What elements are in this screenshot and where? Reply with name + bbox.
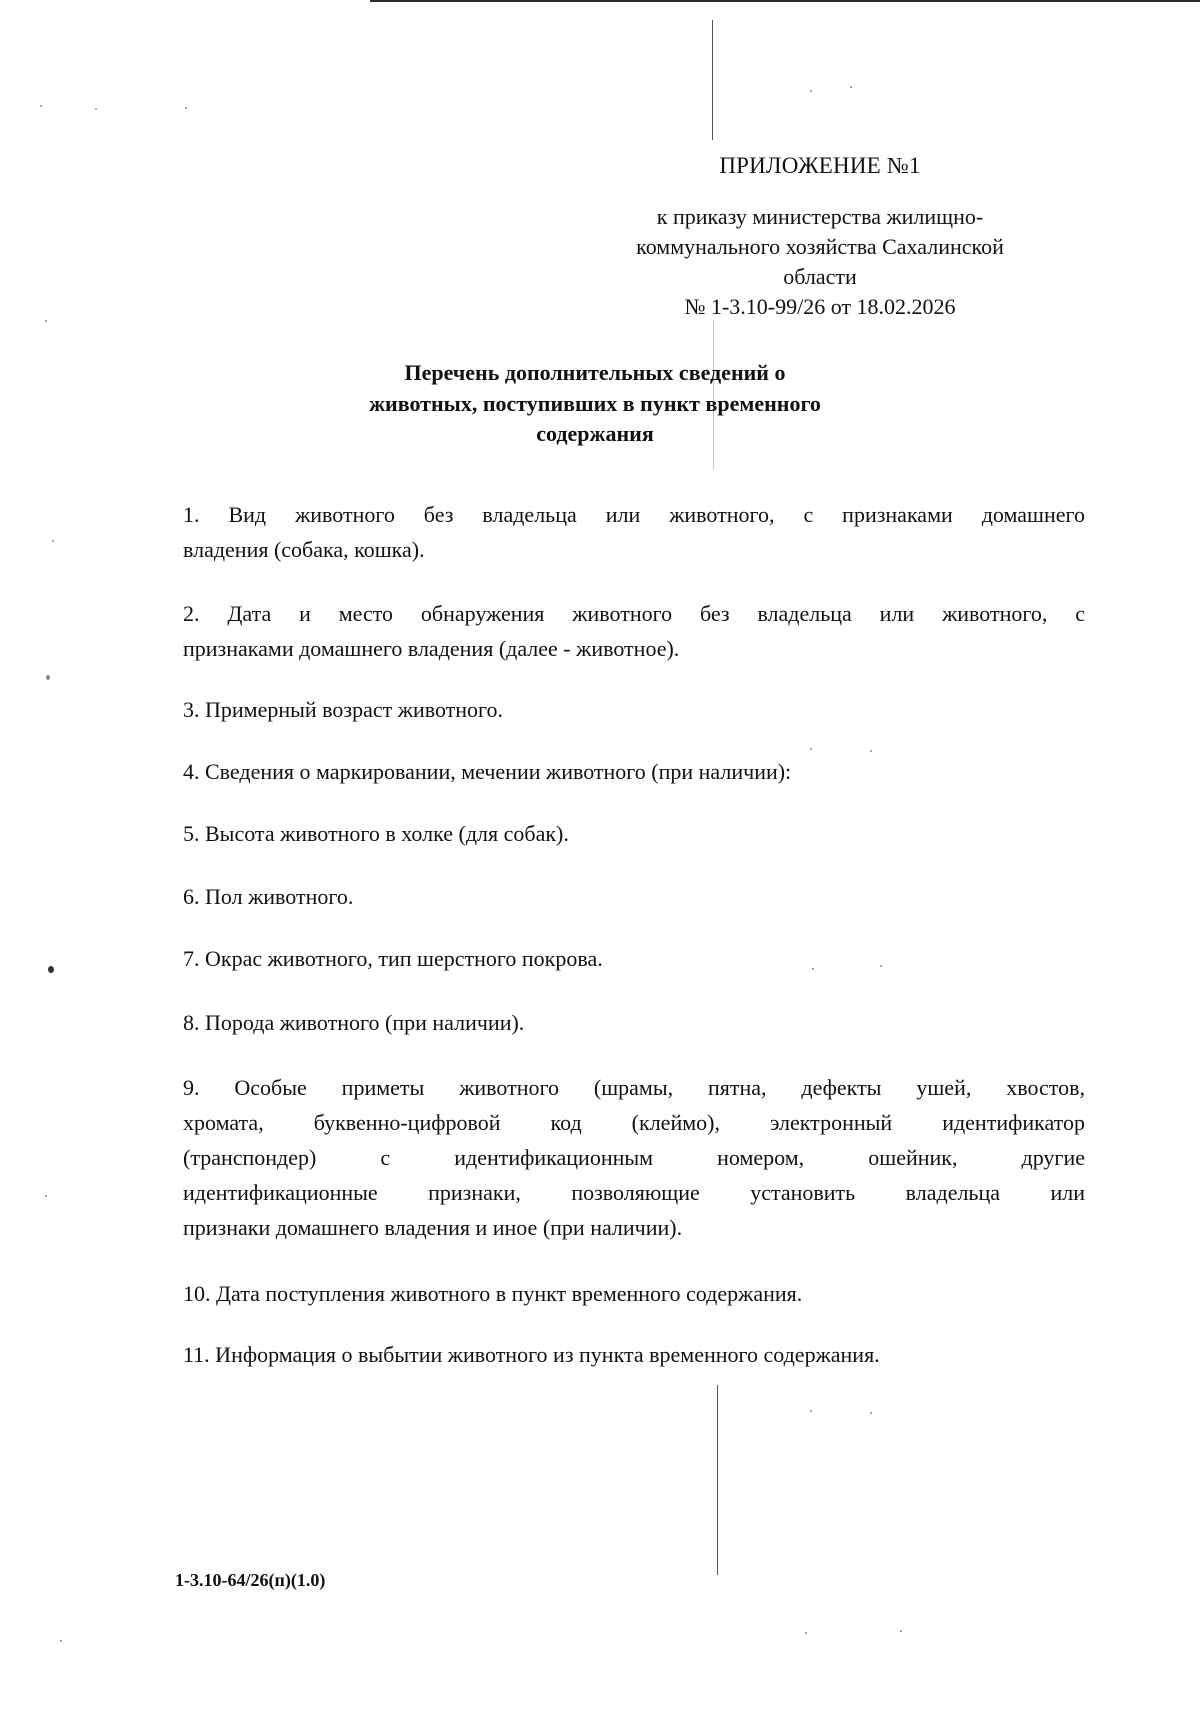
- annex-title: ПРИЛОЖЕНИЕ №1: [719, 153, 921, 178]
- scan-speck: [870, 1412, 872, 1414]
- order-line-2: коммунального хозяйства Сахалинской: [636, 234, 1004, 259]
- scan-speck: [45, 320, 47, 322]
- list-item-9-line-3: (транспондер) с идентификационным номером, ошейник, другие: [183, 1145, 1085, 1170]
- order-line-3: области: [783, 264, 857, 289]
- document-heading-line-1: Перечень дополнительных сведений о: [404, 360, 786, 385]
- scan-speck: [60, 1640, 62, 1642]
- scan-speck: [870, 750, 872, 752]
- scan-speck: [40, 105, 42, 107]
- list-item-3-line-1: 3. Примерный возраст животного.: [183, 697, 504, 722]
- scan-speck: [52, 540, 54, 542]
- list-item-6: [183, 879, 1085, 914]
- list-item-4-line-1: 4. Сведения о маркировании, мечении животного (при наличии):: [183, 759, 792, 784]
- list-item-11: [183, 1337, 1085, 1372]
- list-item-10: [183, 1276, 1085, 1311]
- order-line-1: к приказу министерства жилищно-: [656, 204, 984, 229]
- list-item-1: [183, 497, 1085, 567]
- scan-speck: [850, 86, 852, 88]
- list-item-8: [183, 1005, 1085, 1040]
- scan-speck: [810, 748, 812, 750]
- list-item-5: [183, 816, 1085, 851]
- order-line-4: № 1-3.10-99/26 от 18.02.2026: [684, 294, 956, 319]
- list-item-2-line-2: признаками домашнего владения (далее - животное).: [183, 636, 680, 661]
- scan-speck: [45, 1195, 47, 1197]
- list-item-1-line-2: владения (собака, кошка).: [183, 537, 425, 562]
- scan-speck: [810, 90, 812, 92]
- list-item-9-line-5: признаки домашнего владения и иное (при наличии).: [183, 1215, 683, 1240]
- list-item-9: [183, 1070, 1085, 1245]
- document-heading-line-3: содержания: [536, 421, 654, 446]
- list-item-7: [183, 941, 1085, 976]
- list-item-9-line-4: идентификационные признаки, позволяющие установить владельца или: [183, 1180, 1085, 1205]
- scan-speck: [880, 965, 882, 967]
- list-item-11-line-1: 11. Информация о выбытии животного из пункта временного содержания.: [183, 1342, 880, 1367]
- scan-fold-line-lower: [717, 1385, 718, 1575]
- list-item-1-line-1: 1. Вид животного без владельца или животного, с признаками домашнего: [183, 502, 1085, 527]
- list-item-7-line-1: 7. Окрас животного, тип шерстного покрова.: [183, 946, 603, 971]
- list-item-9-line-2: хромата, буквенно-цифровой код (клеймо), электронный идентификатор: [183, 1110, 1085, 1135]
- document-heading-line-2: животных, поступивших в пункт временного: [369, 391, 821, 416]
- list-item-9-line-1: 9. Особые приметы животного (шрамы, пятна, дефекты ушей, хвостов,: [183, 1075, 1085, 1100]
- list-item-2: [183, 596, 1085, 666]
- list-item-10-line-1: 10. Дата поступления животного в пункт временного содержания.: [183, 1281, 803, 1306]
- scan-speck: [900, 1630, 902, 1632]
- document-footer-code: 1-3.10-64/26(п)(1.0): [175, 1570, 326, 1590]
- scan-speck: [810, 1410, 812, 1412]
- scan-top-edge: [370, 0, 1200, 2]
- list-item-8-line-1: 8. Порода животного (при наличии).: [183, 1010, 525, 1035]
- scan-speck: [805, 1632, 807, 1634]
- scan-speck: [812, 968, 814, 970]
- list-item-6-line-1: 6. Пол животного.: [183, 884, 354, 909]
- list-item-2-line-1: 2. Дата и место обнаружения животного без владельца или животного, с: [183, 601, 1085, 626]
- list-item-3: [183, 692, 1085, 727]
- scan-speck: [95, 108, 97, 110]
- list-item-4: [183, 754, 1085, 789]
- scan-ink-blot: [48, 966, 54, 973]
- scan-speck: [185, 107, 187, 109]
- scan-ink-blot: [46, 675, 50, 680]
- list-item-5-line-1: 5. Высота животного в холке (для собак).: [183, 821, 569, 846]
- scan-fold-line-upper: [712, 20, 713, 140]
